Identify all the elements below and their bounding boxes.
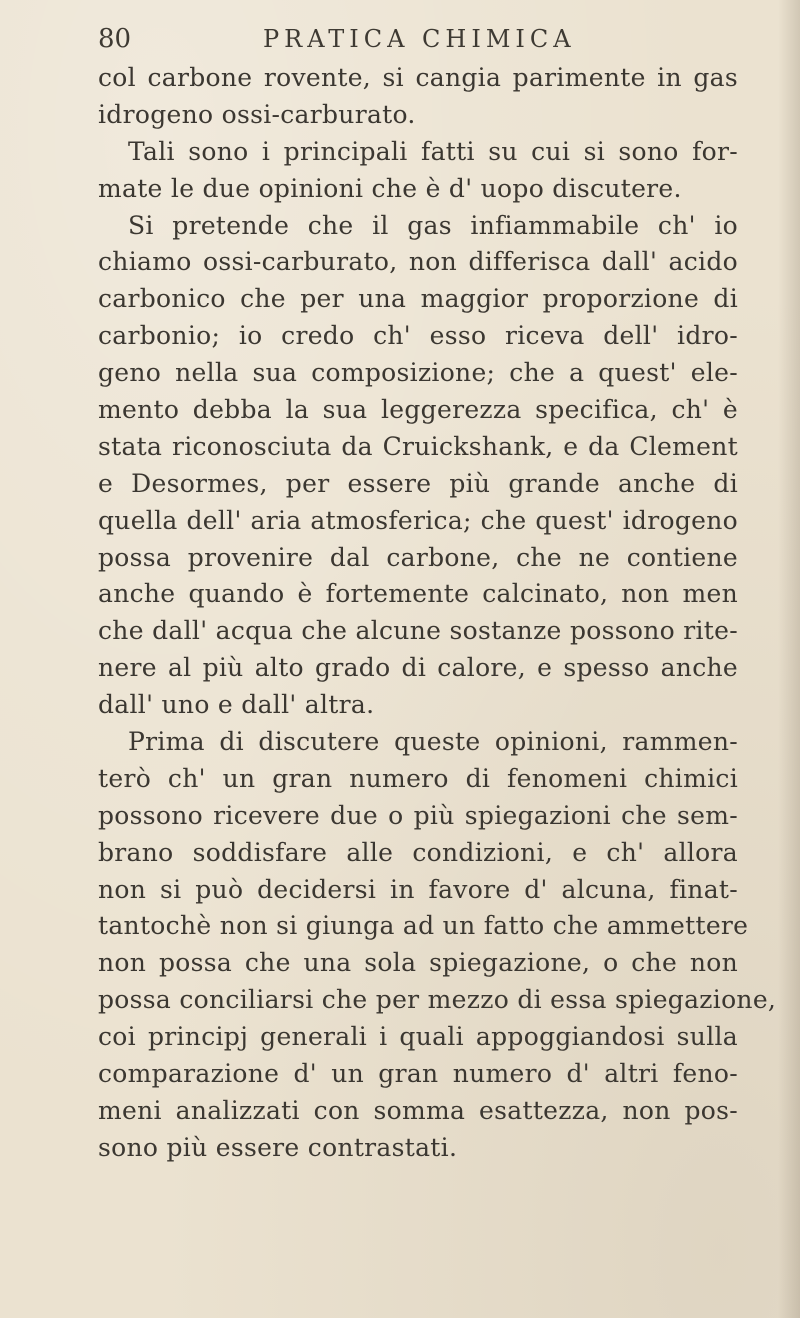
text-line: Prima di discutere queste opinioni, rammen- xyxy=(128,727,738,757)
text-line: geno nella sua composizione; che a quest' ele- xyxy=(98,358,738,388)
text-line: possa conciliarsi che per mezzo di essa spiegazione, xyxy=(98,985,777,1015)
text-line: idrogeno ossi-carburato. xyxy=(98,99,416,129)
text-line: stata riconosciuta da Cruickshank, e da Clement xyxy=(98,431,738,461)
text-line: e Desormes, per essere più grande anche di xyxy=(98,468,738,498)
text-line: non possa che una sola spiegazione, o che non xyxy=(98,948,738,978)
text-line: carbonio; io credo ch' esso riceva dell' idro- xyxy=(98,321,738,351)
page-gutter-shadow xyxy=(778,0,800,1318)
text-line: mate le due opinioni che è d' uopo discutere. xyxy=(98,173,682,203)
text-line: meni analizzati con somma esattezza, non pos- xyxy=(98,1095,738,1125)
text-line: col carbone rovente, si cangia parimente in gas xyxy=(98,63,738,92)
text-line: brano soddisfare alle condizioni, e ch' allora xyxy=(98,837,738,867)
text-line: anche quando è fortemente calcinato, non men xyxy=(98,579,738,609)
text-line: quella dell' aria atmosferica; che quest' idrogeno xyxy=(98,505,738,535)
text-line: coi principj generali i quali appoggiandosi sulla xyxy=(98,1022,738,1052)
text-line: Si pretende che il gas infiammabile ch' io xyxy=(128,210,738,240)
text-line: chiamo ossi-carburato, non differisca dall' acido xyxy=(98,247,738,277)
text-line: non si può decidersi in favore d' alcuna, finat- xyxy=(98,874,738,904)
page-header xyxy=(98,22,738,56)
text-line: possa provenire dal carbone, che ne contiene xyxy=(98,542,738,572)
text-line: mento debba la sua leggerezza specifica, ch' è xyxy=(98,395,738,425)
text-line: Tali sono i principali fatti su cui si sono for- xyxy=(128,136,738,166)
text-line: comparazione d' un gran numero d' altri feno- xyxy=(98,1059,738,1089)
text-line: terò ch' un gran numero di fenomeni chimici xyxy=(98,763,738,793)
text-line: dall' uno e dall' altra. xyxy=(98,690,375,720)
text-line: tantochè non si giunga ad un fatto che ammettere xyxy=(98,911,749,941)
text-line: possono ricevere due o più spiegazioni che sem- xyxy=(98,800,738,830)
text-line: che dall' acqua che alcune sostanze possono rite- xyxy=(98,616,738,646)
body-text xyxy=(98,60,777,1167)
text-line: nere al più alto grado di calore, e spesso anche xyxy=(98,653,738,683)
text-line: sono più essere contrastati. xyxy=(98,1132,458,1162)
page-number: 80 xyxy=(98,24,132,54)
text-line: carbonico che per una maggior proporzione di xyxy=(98,284,738,314)
running-head: PRATICA CHIMICA xyxy=(263,25,576,53)
